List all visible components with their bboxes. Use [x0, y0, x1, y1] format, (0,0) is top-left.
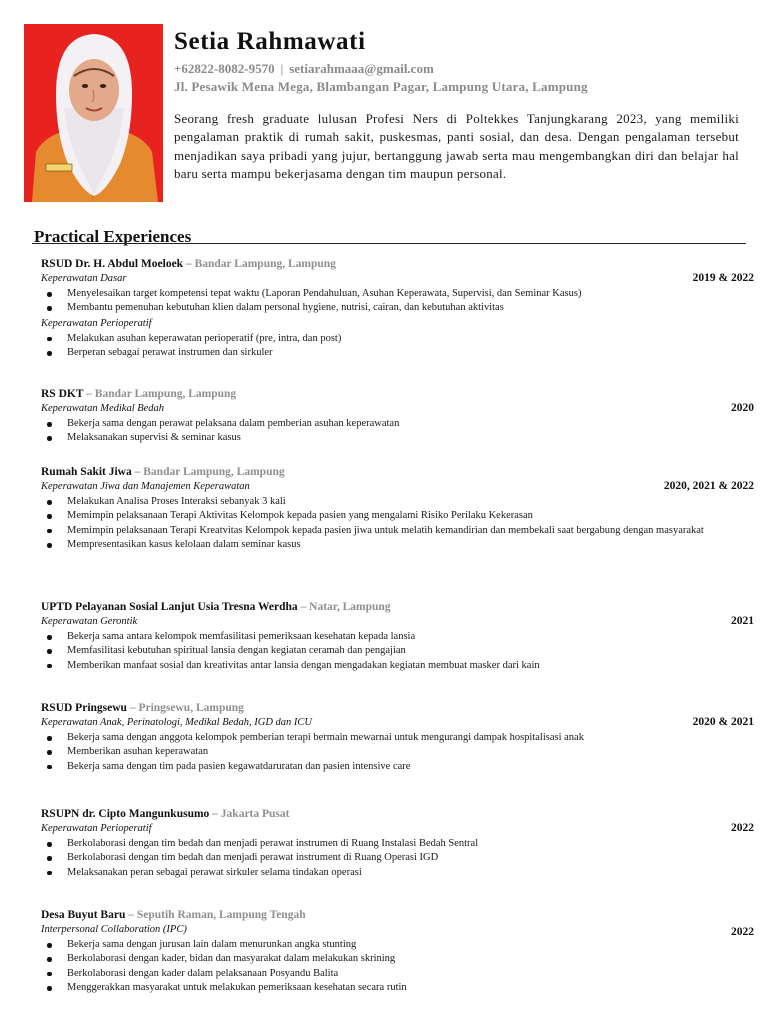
bullet-item: Berkolaborasi dengan kader, bidan dan masyarakat dalam melakukan skrining	[41, 952, 707, 966]
org-dash: –	[126, 702, 139, 714]
bullet-item: Berperan sebagai perawat instrumen dan sirkuler	[41, 346, 707, 360]
org-line	[41, 600, 754, 615]
org-name: Rumah Sakit Jiwa	[41, 466, 132, 478]
experience-entry	[41, 257, 754, 361]
role-title: Interpersonal Collaboration (IPC)	[41, 924, 187, 935]
role-title: Keperawatan Perioperatif	[41, 317, 152, 329]
profile-photo	[24, 24, 163, 202]
experience-year: 2020	[731, 402, 754, 414]
experience-entry	[41, 908, 754, 996]
org-location: Bandar Lampung, Lampung	[194, 258, 336, 270]
bullet-item: Bekerja sama dengan anggota kelompok pemberian terapi bermain mewarnai untuk mengurangi dampak hospitalisasi anak	[41, 731, 707, 745]
bullet-list	[41, 731, 754, 774]
role-line	[41, 402, 754, 416]
bullet-item: Memimpin pelaksanaan Terapi Kreatvitas Kelompok kepada pasien jiwa untuk melatih kemandirian dan membekali saat bergabung dengan masyarakat	[41, 524, 707, 538]
role-line	[41, 272, 754, 286]
role-line	[41, 615, 754, 629]
org-location: Pringsewu, Lampung	[138, 702, 244, 714]
role-title: Keperawatan Perioperatif	[41, 823, 152, 834]
org-line	[41, 387, 754, 402]
org-dash: –	[183, 258, 195, 270]
profile-summary: Seorang fresh graduate lulusan Profesi Ners di Poltekkes Tanjungkarang 2023, yang memiliki pengalaman praktik di rumah sakit, puskesmas, panti sosial, dan desa. Dengan pengalaman tersebut menjadikan saya pribadi yang jujur, bertanggung jawab serta mau mengembangkan diri dan belajar hal baru serta mampu bekerjasama dengan tim maupun personal.	[174, 111, 739, 181]
bullet-item: Menyelesaikan target kompetensi tepat waktu (Laporan Pendahuluan, Asuhan Keperawata, Supervisi, dan Seminar Kasus)	[41, 287, 707, 301]
org-dash: –	[83, 388, 95, 400]
org-name: RSUPN dr. Cipto Mangunkusumo	[41, 808, 210, 820]
role-title: Keperawatan Jiwa dan Manajemen Keperawatan	[41, 481, 250, 492]
experience-entry	[41, 387, 754, 446]
bullet-list	[41, 630, 754, 673]
org-dash: –	[209, 808, 221, 820]
bullet-item: Bekerja sama dengan jurusan lain dalam menurunkan angka stunting	[41, 938, 707, 952]
candidate-name: Setia Rahmawati	[174, 28, 366, 55]
home-address: Jl. Pesawik Mena Mega, Blambangan Pagar, Lampung Utara, Lampung	[174, 79, 588, 94]
experience-year: 2022	[731, 822, 754, 834]
bullet-item: Menggerakkan masyarakat untuk melakukan pemeriksaan kesehatan secara rutin	[41, 981, 707, 995]
experience-entry	[41, 701, 754, 774]
org-name: UPTD Pelayanan Sosial Lanjut Usia Tresna Werdha	[41, 601, 298, 613]
org-line	[41, 465, 754, 480]
role-title: Keperawatan Anak, Perinatologi, Medikal Bedah, IGD dan ICU	[41, 717, 313, 728]
org-line	[41, 908, 754, 923]
org-dash: –	[297, 601, 310, 613]
bullet-item: Melaksanakan peran sebagai perawat sirkuler selama tindakan operasi	[41, 866, 707, 880]
org-location: Bandar Lampung, Lampung	[143, 466, 285, 478]
bullet-item: Berkolaborasi dengan kader dalam pelaksanaan Posyandu Balita	[41, 967, 707, 981]
section-divider	[32, 243, 746, 244]
experience-entry	[41, 807, 754, 880]
org-name: Desa Buyut Baru	[41, 909, 126, 921]
role-title: Keperawatan Gerontik	[41, 616, 138, 627]
experience-year: 2020, 2021 & 2022	[663, 480, 754, 492]
bullet-item: Memberikan asuhan keperawatan	[41, 745, 707, 759]
role-title: Keperawatan Medikal Bedah	[41, 403, 165, 414]
bullet-item: Memfasilitasi kebutuhan spiritual lansia dengan kegiatan ceramah dan pengajian	[41, 644, 707, 658]
bullet-item: Bekerja sama dengan perawat pelaksana dalam pemberian asuhan keperawatan	[41, 417, 707, 431]
role-line	[41, 822, 754, 836]
experience-year: 2022	[731, 926, 754, 938]
org-location: Natar, Lampung	[309, 601, 391, 613]
bullet-item: Memberikan manfaat sosial dan kreativitas antar lansia dengan mengadakan kegiatan membuat masker dari kain	[41, 659, 707, 673]
contact-line	[174, 61, 434, 77]
org-line	[41, 807, 754, 822]
experience-entry	[41, 465, 754, 553]
role-line	[41, 716, 754, 730]
org-name: RSUD Dr. H. Abdul Moeloek	[41, 258, 184, 270]
bullet-item: Melakukan Analisa Proses Interaksi sebanyak 3 kali	[41, 495, 707, 509]
role-line	[41, 317, 754, 331]
bullet-list	[41, 332, 754, 361]
experience-year: 2020 & 2021	[692, 716, 754, 728]
bullet-list	[41, 938, 754, 996]
bullet-item: Memimpin pelaksanaan Terapi Aktivitas Kelompok kepada pasien yang mengalami Risiko Perilaku Kekerasan	[41, 509, 707, 523]
org-line	[41, 701, 754, 716]
experience-year: 2021	[731, 615, 754, 627]
bullet-item: Membantu pemenuhan kebutuhan klien dalam personal hygiene, nutrisi, cairan, dan kebutuhan aktivitas	[41, 301, 707, 315]
bullet-list	[41, 495, 754, 553]
email-address: setiarahmaaa@gmail.com	[289, 61, 434, 76]
bullet-item: Mempresentasikan kasus kelolaan dalam seminar kasus	[41, 538, 707, 552]
org-name: RSUD Pringsewu	[41, 702, 127, 714]
phone-number: +62822-8082-9570	[174, 61, 275, 76]
bullet-list	[41, 837, 754, 880]
org-line	[41, 257, 754, 272]
org-dash: –	[131, 466, 144, 478]
role-line	[41, 480, 754, 494]
bullet-item: Bekerja sama antara kelompok memfasilitasi pemeriksaan kesehatan kepada lansia	[41, 630, 707, 644]
org-location: Jakarta Pusat	[220, 808, 290, 820]
role-title: Keperawatan Dasar	[41, 273, 127, 284]
org-name: RS DKT	[41, 388, 84, 400]
org-location: Bandar Lampung, Lampung	[94, 388, 237, 400]
bullet-list	[41, 417, 754, 446]
org-dash: –	[125, 909, 137, 921]
contact-separator: |	[280, 61, 284, 76]
role-line	[41, 923, 754, 937]
profile-photo-illustration	[24, 24, 163, 202]
experience-entry	[41, 600, 754, 673]
experience-year: 2019 & 2022	[692, 272, 754, 284]
bullet-list	[41, 287, 754, 316]
section-title: Practical Experiences	[34, 227, 192, 246]
org-location: Seputih Raman, Lampung Tengah	[136, 909, 306, 921]
bullet-item: Berkolaborasi dengan tim bedah dan menjadi perawat instrument di Ruang Operasi IGD	[41, 851, 707, 865]
bullet-item: Bekerja sama dengan tim pada pasien kegawatdaruratan dan pasien intensive care	[41, 760, 707, 774]
bullet-item: Berkolaborasi dengan tim bedah dan menjadi perawat instrumen di Ruang Instalasi Bedah Sentral	[41, 837, 707, 851]
bullet-item: Melakukan asuhan keperawatan perioperatif (pre, intra, dan post)	[41, 332, 707, 346]
bullet-item: Melaksanakan supervisi & seminar kasus	[41, 431, 707, 445]
